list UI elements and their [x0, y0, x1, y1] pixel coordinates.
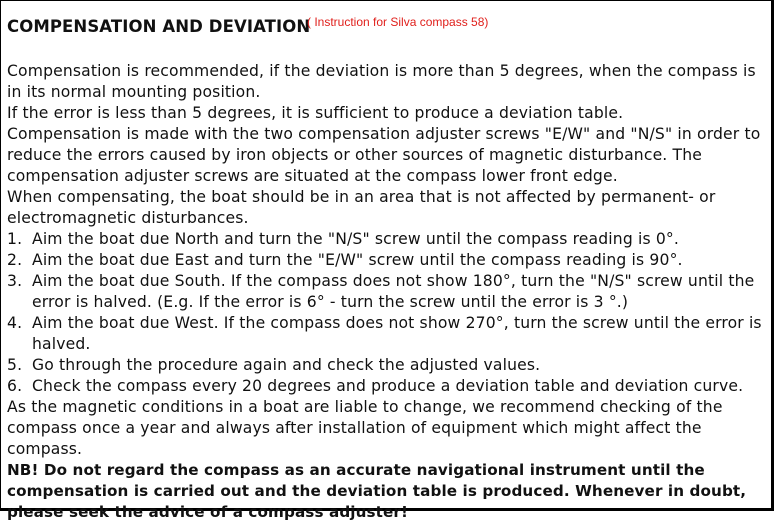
step-text: Aim the boat due East and turn the "E/W" screw until the compass reading is 90°.: [32, 251, 683, 269]
intro-paragraph: Compensation is recommended, if the deviation is more than 5 degrees, when the compass is in its normal mounting position.: [7, 62, 756, 101]
step-number: 5.: [7, 356, 23, 374]
warning-note: NB! Do not regard the compass as an accurate navigational instrument until the compensation is carried out and the deviation table is produced. Whenever in doubt, please seek the advice of a compass adjuster!: [7, 461, 747, 521]
procedure-step: [7, 229, 767, 250]
step-number: 4.: [7, 314, 23, 332]
page-title: COMPENSATION AND DEVIATION: [7, 17, 311, 36]
intro-paragraph: Compensation is made with the two compensation adjuster screws "E/W" and "N/S" in order to reduce the errors caused by iron objects or other sources of magnetic disturbance. The compensation adjuster screws are situated at the compass lower front edge.: [7, 125, 761, 185]
step-text: Go through the procedure again and check the adjusted values.: [32, 356, 541, 374]
step-text: Check the compass every 20 degrees and produce a deviation table and deviation curve.: [32, 377, 744, 395]
procedure-step: [7, 355, 767, 376]
step-text: Aim the boat due North and turn the "N/S" screw until the compass reading is 0°.: [32, 230, 679, 248]
step-number: 3.: [7, 272, 23, 290]
intro-paragraph: When compensating, the boat should be in an area that is not affected by permanent- or electromagnetic disturbances.: [7, 188, 716, 227]
intro-paragraph: If the error is less than 5 degrees, it is sufficient to produce a deviation table.: [7, 104, 624, 122]
procedure-step: [7, 313, 767, 355]
step-text: Aim the boat due South. If the compass does not show 180°, turn the "N/S" screw until the error is halved. (E.g. If the error is 6° - turn the screw until the error is 3 °.): [32, 272, 755, 311]
procedure-step: [7, 271, 767, 313]
step-number: 2.: [7, 251, 23, 269]
step-number: 1.: [7, 230, 23, 248]
step-text: Aim the boat due West. If the compass does not show 270°, turn the screw until the error is halved.: [32, 314, 762, 353]
procedure-step: [7, 376, 767, 397]
source-note: ( Instruction for Silva compass 58): [307, 15, 489, 29]
procedure-step: [7, 250, 767, 271]
step-number: 6.: [7, 377, 23, 395]
procedure-steps: [7, 229, 767, 397]
document-body: [7, 61, 767, 523]
closing-paragraph: As the magnetic conditions in a boat are liable to change, we recommend checking of the compass once a year and always after installation of equipment which might affect the compass.: [7, 398, 723, 458]
